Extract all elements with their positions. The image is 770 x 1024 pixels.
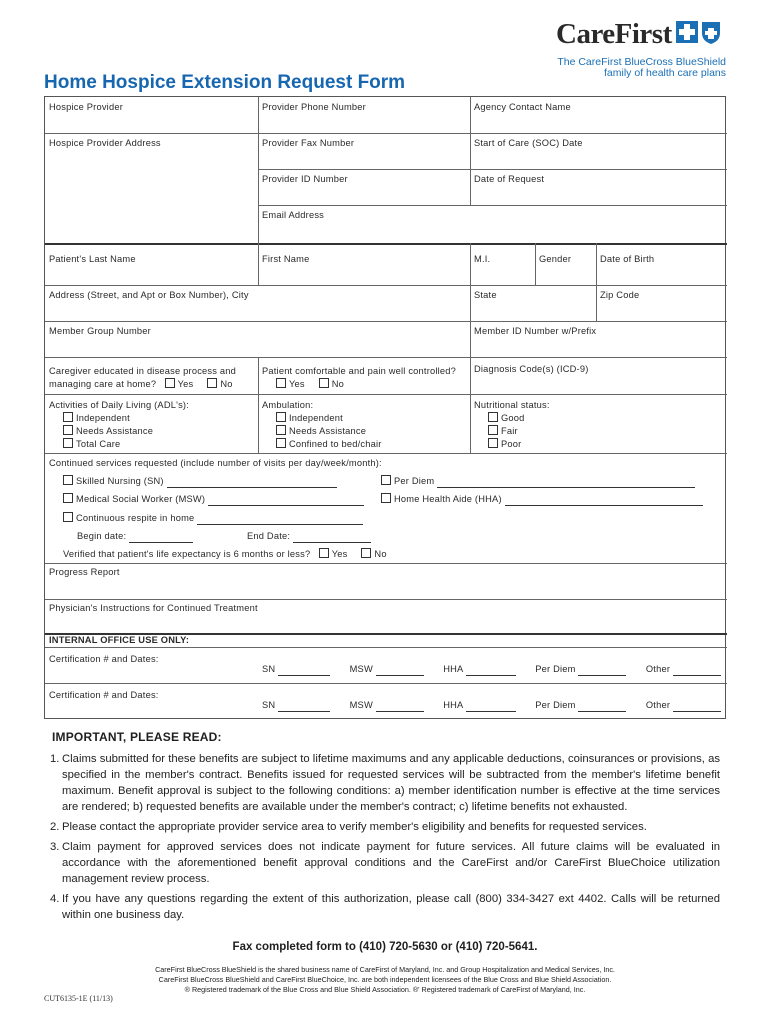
- patient-address-field[interactable]: Address (Street, and Apt or Box Number), City: [49, 290, 249, 300]
- provider-phone-field[interactable]: Provider Phone Number: [262, 102, 366, 112]
- nutrition-fair-checkbox[interactable]: [488, 425, 498, 435]
- list-item: 3. Claim payment for approved services does not indicate payment for future services. All future claims will be evaluated in accordance with the aforementioned benefit approval conditions and the CareFirst and/or CareFirst BlueChoice utilization management review process.: [50, 841, 720, 885]
- mi-field[interactable]: M.I.: [474, 254, 491, 264]
- legal-notice: CareFirst BlueCross BlueShield is the shared business name of CareFirst of Maryland, Inc. and Group Hospitalization and Medical Services, Inc. CareFirst BlueCross BlueShield and CareFirst BlueChoice, Inc. are both independent licensees of the Blue Cross and Blue Shield Association. ® Registered trademark of the Blue Cross and Blue Shield Association. ®' Registered trademark of CareFirst of Maryland, Inc.: [155, 965, 615, 994]
- begin-date-row: Begin date:: [73, 526, 197, 547]
- member-group-field[interactable]: Member Group Number: [49, 326, 151, 336]
- hha-line-2[interactable]: [466, 702, 516, 712]
- fax-instructions: Fax completed form to (410) 720-5630 or (410) 720-5641.: [232, 941, 538, 953]
- hha-line-1[interactable]: [466, 666, 516, 676]
- hha-row: Home Health Aide (HHA): [377, 489, 707, 510]
- msw-line-1[interactable]: [376, 666, 424, 676]
- gender-field[interactable]: Gender: [539, 254, 572, 264]
- life-expectancy-row: Verified that patient's life expectancy is 6 months or less? Yes No: [63, 549, 387, 559]
- life-expectancy-yes-checkbox[interactable]: [319, 548, 329, 558]
- other-line-2[interactable]: [673, 702, 721, 712]
- msw-line-2[interactable]: [376, 702, 424, 712]
- caregiver-question: Caregiver educated in disease process and managing care at home? Yes No: [49, 366, 237, 389]
- per-diem-line-2[interactable]: [578, 702, 626, 712]
- certification-row-2: SN MSW HHA Per Diem Other: [258, 695, 727, 716]
- sn-line-1[interactable]: [278, 666, 330, 676]
- msw-visits-line[interactable]: [208, 496, 364, 506]
- member-id-field[interactable]: Member ID Number w/Prefix: [474, 326, 597, 336]
- adl-needs-assistance-checkbox[interactable]: [63, 425, 73, 435]
- patient-last-name-field[interactable]: Patient's Last Name: [49, 254, 136, 264]
- important-heading: IMPORTANT, PLEASE READ:: [52, 730, 222, 744]
- provider-id-field[interactable]: Provider ID Number: [262, 174, 348, 184]
- continuous-respite-checkbox[interactable]: [63, 512, 73, 522]
- form-title: Home Hospice Extension Request Form: [44, 72, 406, 93]
- progress-report-field[interactable]: Progress Report: [49, 567, 120, 577]
- adl-group: Activities of Daily Living (ADL's): Independent Needs Assistance Total Care: [49, 400, 190, 449]
- email-field[interactable]: Email Address: [262, 210, 325, 220]
- end-date-row: End Date:: [243, 526, 375, 547]
- begin-date-line[interactable]: [129, 533, 193, 543]
- sn-line-2[interactable]: [278, 702, 330, 712]
- dob-field[interactable]: Date of Birth: [600, 254, 655, 264]
- internal-office-title: INTERNAL OFFICE USE ONLY:: [49, 635, 190, 645]
- start-of-care-field[interactable]: Start of Care (SOC) Date: [474, 138, 583, 148]
- list-item: 1. Claims submitted for these benefits are subject to lifetime maximums and any applicable deductions, coinsurances or provisions, as specified in the member's contract. Benefits issued for requested services will be subtracted from the member's lifetime benefit maximum. Benefit approval is subject to the following conditions: a) member identification number is effective at the time services are rendered; b) requested benefits are available under the member's contract; c) lifetime benefits not exhausted.: [50, 753, 720, 813]
- provider-address-field[interactable]: Hospice Provider Address: [49, 138, 161, 148]
- pain-question: Patient comfortable and pain well controlled? Yes No: [262, 366, 457, 389]
- ambulation-confined-checkbox[interactable]: [276, 438, 286, 448]
- date-of-request-field[interactable]: Date of Request: [474, 174, 545, 184]
- ambulation-independent-checkbox[interactable]: [276, 412, 286, 422]
- diagnosis-code-field[interactable]: Diagnosis Code(s) (ICD-9): [474, 364, 589, 374]
- agency-contact-field[interactable]: Agency Contact Name: [474, 102, 571, 112]
- pain-yes-checkbox[interactable]: [276, 378, 286, 388]
- skilled-nursing-checkbox[interactable]: [63, 475, 73, 485]
- certification-row-1: SN MSW HHA Per Diem Other: [258, 659, 727, 680]
- form-grid: [44, 96, 726, 719]
- tagline: The CareFirst BlueCross BlueShield family of health care plans: [557, 56, 726, 79]
- certification-label-1: Certification # and Dates:: [49, 654, 159, 664]
- nutrition-good-checkbox[interactable]: [488, 412, 498, 422]
- msw-checkbox[interactable]: [63, 493, 73, 503]
- physician-instructions-field[interactable]: Physician's Instructions for Continued Treatment: [49, 603, 258, 613]
- adl-independent-checkbox[interactable]: [63, 412, 73, 422]
- msw-row: Medical Social Worker (MSW): [59, 489, 368, 510]
- nutrition-group: Nutritional status: Good Fair Poor: [474, 400, 550, 449]
- certification-label-2: Certification # and Dates:: [49, 690, 159, 700]
- ambulation-needs-assistance-checkbox[interactable]: [276, 425, 286, 435]
- list-item: 2. Please contact the appropriate provider service area to verify member's eligibility and benefits for requested services.: [50, 821, 647, 833]
- zip-field[interactable]: Zip Code: [600, 290, 640, 300]
- life-expectancy-no-checkbox[interactable]: [361, 548, 371, 558]
- skilled-nursing-visits-line[interactable]: [167, 478, 337, 488]
- first-name-field[interactable]: First Name: [262, 254, 310, 264]
- nutrition-poor-checkbox[interactable]: [488, 438, 498, 448]
- caregiver-yes-checkbox[interactable]: [165, 378, 175, 388]
- per-diem-visits-line[interactable]: [437, 478, 695, 488]
- respite-row: Continuous respite in home: [59, 508, 367, 529]
- important-list: [50, 751, 720, 927]
- per-diem-checkbox[interactable]: [381, 475, 391, 485]
- provider-fax-field[interactable]: Provider Fax Number: [262, 138, 355, 148]
- other-line-1[interactable]: [673, 666, 721, 676]
- form-code: CUT6135-1E (11/13): [44, 994, 113, 1003]
- end-date-line[interactable]: [293, 533, 371, 543]
- caregiver-no-checkbox[interactable]: [207, 378, 217, 388]
- adl-total-care-checkbox[interactable]: [63, 438, 73, 448]
- logo-text: CareFirst: [556, 18, 672, 50]
- hha-checkbox[interactable]: [381, 493, 391, 503]
- respite-visits-line[interactable]: [197, 515, 363, 525]
- hospice-provider-field[interactable]: Hospice Provider: [49, 102, 123, 112]
- bluecross-blueshield-icon: [674, 20, 724, 46]
- per-diem-line-1[interactable]: [578, 666, 626, 676]
- hha-visits-line[interactable]: [505, 496, 703, 506]
- pain-no-checkbox[interactable]: [319, 378, 329, 388]
- ambulation-group: Ambulation: Independent Needs Assistance Confined to bed/chair: [262, 400, 382, 449]
- list-item: 4. If you have any questions regarding the extent of this authorization, please call (800) 334-3427 ext 4402. Calls will be returned within one business day.: [50, 893, 720, 921]
- services-label: Continued services requested (include number of visits per day/week/month):: [49, 458, 382, 468]
- skilled-nursing-row: Skilled Nursing (SN): [59, 471, 341, 492]
- per-diem-row: Per Diem: [377, 471, 699, 492]
- state-field[interactable]: State: [474, 290, 497, 300]
